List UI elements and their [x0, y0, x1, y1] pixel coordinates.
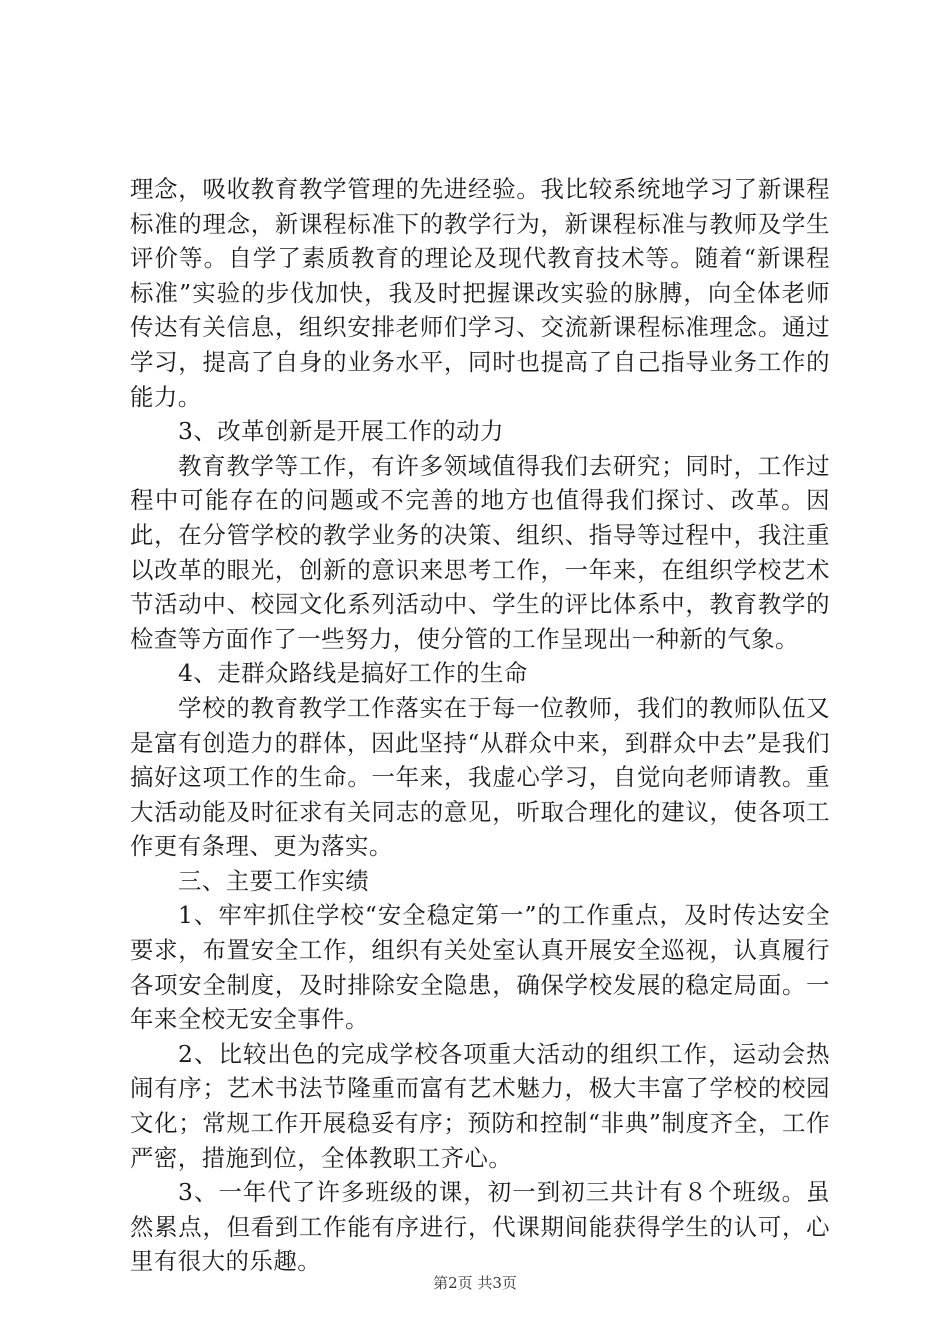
- document-body: [130, 172, 830, 1279]
- section-heading-reform: 3、改革创新是开展工作的动力: [178, 417, 504, 446]
- paragraph-mass-line: 学校的教育教学工作落实在于每一位教师，我们的教师队伍又是富有创造力的群体，因此坚持“从群众中来，到群众中去”是我们搞好这项工作的生命。一年来，我虚心学习，自觉向老师请教。重大活动能及时征求有关同志的意见，听取合理化的建议，使各项工作更有条理、更为落实。: [130, 693, 830, 861]
- page-number-label: 第2页 共3页: [433, 1274, 517, 1292]
- section-heading-mass-line: 4、走群众路线是搞好工作的生命: [178, 659, 528, 688]
- paragraph-continuation: 理念，吸收教育教学管理的先进经验。我比较系统地学习了新课程标准的理念，新课程标准下的教学行为，新课程标准与教师及学生评价等。自学了素质教育的理论及现代教育技术等。随着“新课程标准”实验的步伐加快，我及时把握课改实验的脉膊，向全体老师传达有关信息，组织安排老师们学习、交流新课程标准理念。通过学习，提高了自身的业务水平，同时也提高了自己指导业务工作的能力。: [130, 175, 830, 411]
- paragraph-achievement-2: 2、比较出色的完成学校各项重大活动的组织工作，运动会热闹有序；艺术书法节隆重而富有艺术魅力，极大丰富了学校的校园文化；常规工作开展稳妥有序；预防和控制“非典”制度齐全，工作严密，措施到位，全体教职工齐心。: [130, 1039, 830, 1172]
- section-heading-achievements: 三、主要工作实绩: [178, 866, 370, 895]
- paragraph-achievement-3: 3、一年代了许多班级的课，初一到初三共计有８个班级。虽然累点，但看到工作能有序进行，代课期间能获得学生的认可，心里有很大的乐趣。: [130, 1178, 830, 1276]
- paragraph-reform: 教育教学等工作，有许多领域值得我们去研究；同时，工作过程中可能存在的问题或不完善的地方也值得我们探讨、改革。因此，在分管学校的教学业务的决策、组织、指导等过程中，我注重以改革的眼光，创新的意识来思考工作，一年来，在组织学校艺术节活动中、校园文化系列活动中、学生的评比体系中，教育教学的检查等方面作了一些努力，使分管的工作呈现出一种新的气象。: [130, 451, 830, 653]
- page-footer: [0, 1272, 950, 1293]
- paragraph-achievement-1: 1、牢牢抓住学校“安全稳定第一”的工作重点，及时传达安全要求，布置安全工作，组织有关处室认真开展安全巡视，认真履行各项安全制度，及时排除安全隐患，确保学校发展的稳定局面。一年来全校无安全事件。: [130, 901, 830, 1034]
